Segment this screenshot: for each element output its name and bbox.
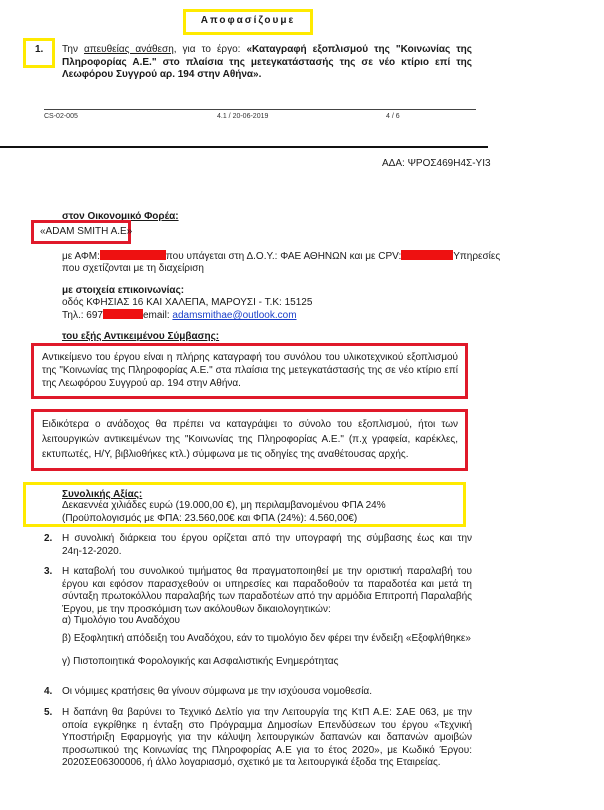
item5-text: Η δαπάνη θα βαρύνει το Τεχνικό Δελτίο για την Λειτουργία της ΚτΠ Α.Ε: ΣΑΕ 063, με την οποία εγκρίθηκε η ένταξη στο Πρόγραμμα Δημοσίων Επενδύσεων του έργου «Τεχνική Υποστήριξη Εφαρμογής για την κάλυψη λειτουργικών δαπανών και δαπανών αμοιβών προσωπικού της Κοινωνίας της Πληροφορίας Α.Ε για το έτος 2020», με Κωδικό Έργου: 2020ΣΕ06300006, ή άλλο λογαριασμό, σχετικό με τα λειτουργικά έξοδα της Εταιρείας. [62,707,472,768]
cpv-text: Υπηρεσίες [453,251,501,262]
afm-line [62,250,501,264]
doc-c: γ) Πιστοποιητικά Φορολογικής και Ασφαλιστικής Ενημερότητας [62,656,339,667]
item3-number: 3. [44,566,53,577]
contractor-name: «ADAM SMITH A.E» [40,226,133,237]
item2-number: 2. [44,533,53,544]
doc-a: α) Τιμολόγιο του Αναδόχου [62,615,180,626]
subject-para1: Αντικείμενο του έργου είναι η πλήρης καταγραφή του συνόλου του υλικοτεχνικού εξοπλισμού της "Κοινωνίας της Πληροφορίας Α.Ε." στα πλαίσια της μετεγκατάστασής της σε νέο κτίριο επί της Λεωφόρου Συγγρού αρ. 194 στην Αθήνα. [42,352,458,389]
item3-text: Η καταβολή του συνολικού τιμήματος θα πραγματοποιηθεί με την οριστική παραλαβή του έργου και εφόσον παρασχεθούν οι υπηρεσίες και παραδοθούν τα παραδοτέα και μετά τη σύνταξη πρωτοκόλλου παραλαβής των παραδοτέων από την αρμόδια Επιτροπή Παραλαβής Έργου, με την προσκόμιση των ακόλουθων δικαιολογητικών: [62,566,472,615]
item4-number: 4. [44,686,53,697]
item1-text [62,44,472,82]
page-title: Αποφασίζουμε [200,15,296,26]
footer-version: 4.1 / 20-06-2019 [217,113,269,120]
item1-part2: , για το έργο: [173,44,247,55]
contact-heading: με στοιχεία επικοινωνίας: [62,285,185,296]
email-link[interactable]: adamsmithae@outlook.com [172,310,297,321]
ada-code: ΑΔΑ: ΨΡΟΣ469Η4Σ-ΥΙ3 [382,158,491,169]
direct-award-link[interactable]: απευθείας ανάθεση [83,44,174,55]
redacted-afm [100,250,166,260]
item5-number: 5. [44,707,53,718]
contractor-heading: στον Οικονομικό Φορέα: [62,211,179,222]
item4-text: Οι νόμιμες κρατήσεις θα γίνουν σύμφωνα με την ισχύουσα νομοθεσία. [62,686,372,697]
page-separator [0,146,488,148]
doc-b: β) Εξοφλητική απόδειξη του Αναδόχου, εάν το τιμολόγιο δεν φέρει την ένδειξη «Εξοφλήθηκε» [62,633,471,644]
redacted-cpv [401,250,453,260]
redacted-phone [103,309,143,319]
email-label: email: [142,310,173,321]
afm-label: με ΑΦΜ: [62,251,100,262]
value-text: Δεκαεννέα χιλιάδες ευρώ (19.000,00 €), μη περιλαμβανομένου ΦΠΑ 24% (Προϋπολογισμός με ΦΠΑ: 23.560,00€ και ΦΠΑ (24%): 4.560,00€) [62,500,386,524]
phone-label: Τηλ.: 697 [62,310,103,321]
subject-para2: Ειδικότερα ο ανάδοχος θα πρέπει να καταγράψει το σύνολο του εξοπλισμού, ήτοι των λειτουργικών αντικειμένων της "Κοινωνίας της Πληροφορίας Α.Ε." (π.χ γραφεία, καρέκλες, εκτυπωτές, Η/Υ, βιβλιοθήκες κτλ.) σύμφωνα με τις οδηγίες της αναθέτουσας αρχής. [42,419,458,460]
footer-divider [44,109,476,110]
afm-text: που υπάγεται στη Δ.Ο.Υ.: ΦΑΕ ΑΘΗΝΩΝ και με CPV: [165,251,402,262]
item1-number: 1. [35,44,44,55]
footer-code: CS-02-005 [44,113,78,120]
item2-text: Η συνολική διάρκεια του έργου ορίζεται από την υπογραφή της σύμβασης έως και την 24η-12-2020. [62,533,472,557]
footer-page: 4 / 6 [386,113,400,120]
item1-project-title: «Καταγραφή εξοπλισμού της "Κοινωνίας της Πληροφορίας Α.Ε." στο πλαίσια της μετεγκατάστασής της σε νέο κτίριο επί της Λεωφόρου Συγγρού αρ. 194 στην Αθήνα». [62,44,472,80]
contact-address: οδός ΚΦΗΣΙΑΣ 16 ΚΑΙ ΧΑΛΕΠΑ, ΜΑΡΟΥΣΙ - Τ.Κ: 15125 [62,297,313,308]
subject-heading: του εξής Αντικειμένου Σύμβασης: [62,331,220,342]
item1-part1: Την [62,44,84,55]
cpv-text-line2: που σχετίζονται με τη διαχείριση [62,263,204,274]
contact-phone-email [62,309,297,323]
value-heading: Συνολικής Αξίας: [62,489,143,500]
